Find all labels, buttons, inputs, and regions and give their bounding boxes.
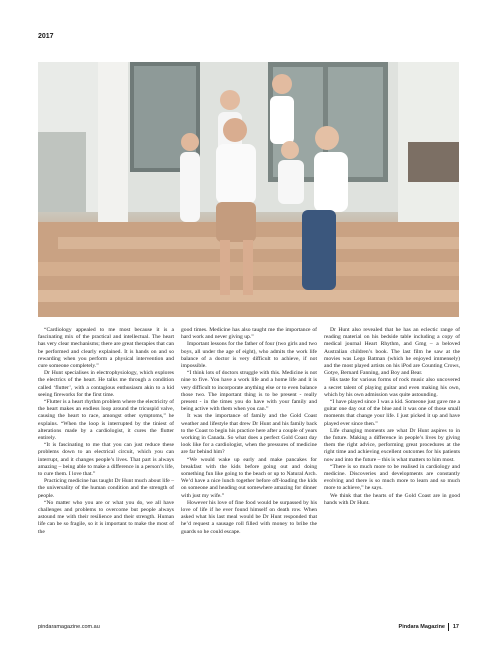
paragraph: “There is so much more to be realised in cardiology and medicine. Discoveries and developments are constantly evolving and there is so much more to learn and so much more to achieve,” he says.: [324, 463, 460, 492]
footer-divider: [448, 623, 449, 631]
paragraph: “We would wake up early and make pancakes for breakfast with the kids before going out and doing something fun like going to the beach or up to Natural Arch. We’d have a nice lunch together before off-loading the kids on someone and heading out somewhere amazing for dinner with just my wife.”: [181, 456, 317, 499]
paragraph: Dr Hunt also revealed that he has an eclectic range of reading material on his bedside table including a copy of medical journal Heart Rhythm, and Gmg – a beloved Australian children’s book. The last film he saw at the movies was Lego Batman (which he enjoyed immensely) and the most played artists on his iPod are Counting Crows, Gotye, Bernard Fanning, and Boy and Bear.: [324, 327, 460, 377]
paragraph: “It is fascinating to me that you can just reduce these problems down to an electrical circuit, which you can interrupt, and it changes people’s lives. That part is always amazing – being able to make a difference in a person’s life, to cure them. I love that.”: [38, 442, 174, 478]
paragraph: “Flutter is a heart rhythm problem where the electricity of the heart makes an endless loop around the tricuspid valve, causing the heart to race, amongst other symptoms,” he explains. “When the loop is interrupted by the tiniest of alterations made by a cardiologist, it cures the flutter entirely.: [38, 399, 174, 442]
article-column-3: [324, 327, 460, 507]
paragraph: His taste for various forms of rock music also uncovered a secret talent of playing guitar and even making his own, which by his own admission was quite astounding.: [324, 377, 460, 398]
issue-year: 2017: [38, 33, 54, 40]
paragraph: We think that the hearts of the Gold Coast are in good hands with Dr Hunt.: [324, 492, 460, 506]
article-column-1: [38, 327, 174, 536]
paragraph: Practicing medicine has taught Dr Hunt much about life – the universality of the human condition and the strength of people.: [38, 478, 174, 499]
family-photo: [38, 62, 459, 317]
paragraph: “I think lots of doctors struggle with this. Medicine is not nine to five. You have a work life and a home life and it is very difficult to incorporate anything else or to even balance those two. The important thing is to be present - really present - in the times you do have with your family and being active with them when you can.”: [181, 370, 317, 413]
article-column-2: [181, 327, 317, 536]
page-number: 17: [452, 624, 459, 630]
paragraph: “I have played since I was a kid. Someone just gave me a guitar one day out of the blue and it was one of those small moments that change your life. I just picked it up and have played ever since then.”: [324, 399, 460, 427]
paragraph: However his love of fine food would be surpassed by his love of life if he ever found himself on death row. When asked what his last meal would be Dr Hunt responded that he’d request a sausage roll filled with money to bribe the guards so he could escape.: [181, 499, 317, 535]
paragraph: “No matter who you are or what you do, we all have challenges and problems to overcome but people always astound me with their resilience and their strength. Human life can be so fragile, so it is important to make the most of the: [38, 499, 174, 535]
paragraph: good times. Medicine has also taught me the importance of hard work and never giving up.”: [181, 327, 317, 341]
magazine-name: Pindara Magazine: [398, 624, 445, 630]
family-photo-illustration: [38, 62, 459, 317]
paragraph: Important lessons for the father of four (two girls and two boys, all under the age of eight), who admits the work life balance of a doctor is very difficult to achieve, if not impossible.: [181, 341, 317, 370]
website-link[interactable]: pindaramagazine.com.au: [38, 624, 100, 630]
paragraph: “Cardiology appealed to me most because it is a fascinating mix of the practical and intellectual. The heart has very clear mechanisms; there are great therapies that can be performed and clearly explained. It is hands on and so rewarding when you perform a physical intervention and cure someone completely.”: [38, 327, 174, 370]
page-footer: [38, 624, 459, 634]
paragraph: Dr Hunt specialises in electrophysiology, which explores the electrics of the heart. He talks me through a condition called ‘flutter’, with a contagious enthusiasm akin to a kid seeing fireworks for the first time.: [38, 370, 174, 398]
paragraph: It was the importance of family and the Gold Coast weather and lifestyle that drew Dr Hunt and his family back to the Coast to begin his practice here after a couple of years working in Canada. So what does a perfect Gold Coast day look like for a cardiologist, when the pressures of medicine are far behind him?: [181, 413, 317, 456]
paragraph: Life changing moments are what Dr Hunt aspires to in the future. Making a difference in people’s lives by giving them the right advice, performing great procedures at the right time and achieving excellent outcomes for his patients now and into the future – this is what matters to him most.: [324, 427, 460, 463]
